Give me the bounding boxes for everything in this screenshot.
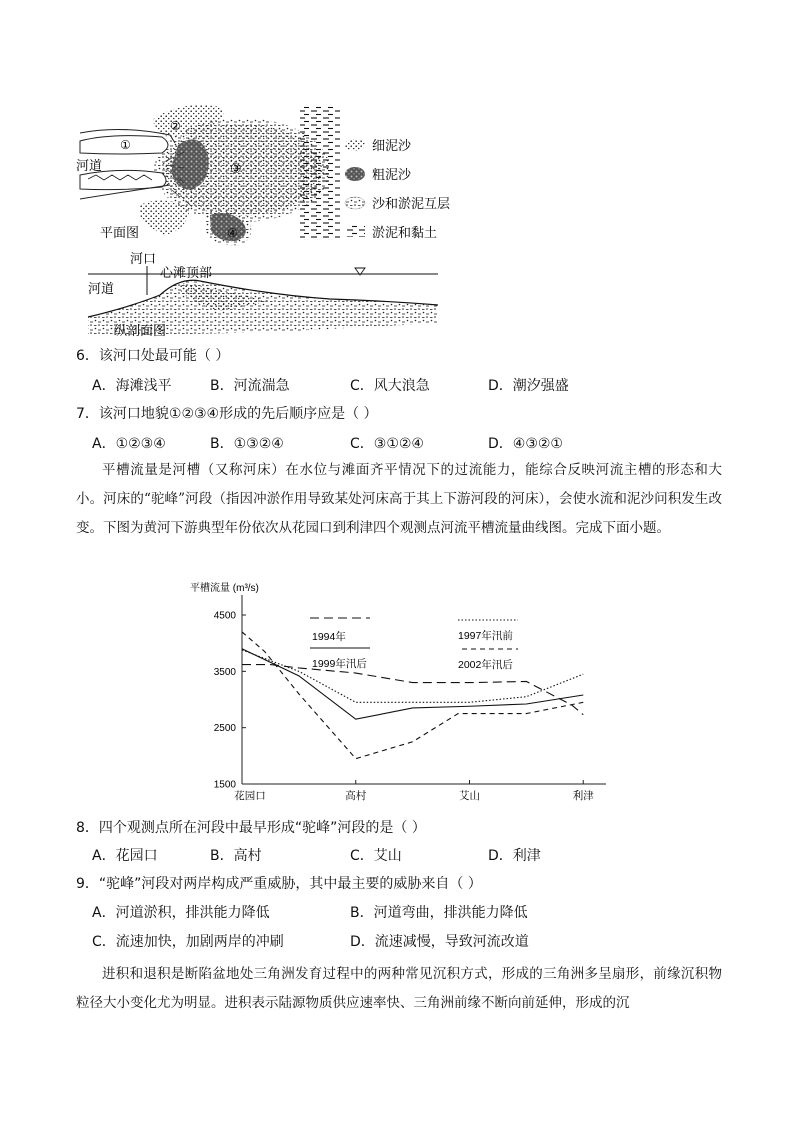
legend-fine-sand: 细泥沙 (372, 139, 412, 154)
legend-label-1: 1999年汛后 (312, 658, 367, 670)
flow-chart (180, 575, 620, 807)
q6-stem: 6．该河口处最可能（ ） (76, 348, 230, 364)
x-tick-label: 花园口 (234, 790, 266, 802)
river-label-2: 河道 (88, 282, 115, 297)
section-label: 纵剖面图 (114, 324, 167, 339)
x-tick-label: 艾山 (459, 790, 480, 802)
q8-option-a[interactable]: A．花园口 (92, 848, 158, 864)
label-2: ② (170, 119, 181, 133)
series-line-2 (242, 650, 583, 702)
q8-stem: 8．四个观测点所在河段中最早形成“驼峰”河段的是（ ） (76, 820, 426, 836)
passage-2: 进积和退积是断陷盆地处三角洲发育过程中的两种常见沉积方式，形成的三角洲多呈扇形，前缘沉积物粒径大小变化尤为明显。进积表示陆源物质供应速率快、三角洲前缘不断向前延伸，形成的沉 (76, 966, 722, 1011)
passage-1: 平槽流量是河槽（又称河床）在水位与滩面齐平情况下的过流能力，能综合反映河流主槽的形态和大小。河床的“驼峰”河段（指因冲淤作用导致某处河床高于其上下游河段的河床），会使水流和泥沙问积发生改变。下图为黄河下游典型年份依次从花园口到利津四个观测点河流平槽流量曲线图。完成下面小题。 (76, 462, 722, 536)
q9-stem: 9．“驼峰”河段对两岸构成严重威胁，其中最主要的威胁来自（ ） (76, 876, 482, 892)
q7-stem: 7．该河口地貌①②③④形成的先后顺序应是（ ） (76, 406, 378, 422)
river-mouth-diagram (70, 95, 480, 340)
label-4: ④ (227, 226, 238, 240)
series-line-1 (242, 649, 583, 719)
series-line-0 (242, 665, 583, 715)
q9-option-d[interactable]: D．流速减慢，导致河流改道 (350, 934, 529, 950)
legend-coarse-sand: 粗泥沙 (372, 168, 412, 183)
series-line-3 (242, 632, 583, 759)
legend-label-2: 1997年汛前 (458, 630, 513, 642)
label-3: ③ (230, 162, 242, 177)
y-tick-label: 3500 (213, 666, 236, 678)
q8-option-c[interactable]: C．艾山 (350, 848, 402, 864)
q9-option-a[interactable]: A．河道淤积，排洪能力降低 (92, 905, 270, 921)
q9-option-b[interactable]: B．河道弯曲，排洪能力降低 (350, 905, 528, 921)
legend-mud: 淤泥和黏土 (372, 226, 438, 241)
legend-label-0: 1994年 (312, 631, 346, 643)
mouth-label: 河口 (130, 252, 157, 267)
legend-label-3: 2002年汛后 (458, 659, 513, 671)
y-tick-label: 1500 (213, 779, 236, 791)
q7-option-a[interactable]: A．①②③④ (92, 436, 166, 452)
q7-option-c[interactable]: C．③①②④ (350, 436, 424, 452)
q7-option-b[interactable]: B．①③②④ (210, 436, 284, 452)
x-tick-label: 高村 (345, 790, 367, 802)
q6-option-d[interactable]: D．潮汐强盛 (488, 378, 569, 394)
q6-option-a[interactable]: A．海滩浅平 (92, 378, 172, 394)
q6-option-b[interactable]: B．河流湍急 (210, 378, 290, 394)
legend (345, 139, 365, 237)
plan-label: 平面图 (100, 226, 140, 241)
legend-mixed: 沙和淤泥互层 (372, 197, 451, 212)
q6-option-c[interactable]: C．风大浪急 (350, 378, 430, 394)
x-tick-label: 利津 (572, 790, 594, 802)
shoal-top-label: 心滩顶部 (160, 266, 213, 281)
q8-option-b[interactable]: B．高村 (210, 848, 262, 864)
label-1: ① (120, 138, 131, 152)
q8-option-d[interactable]: D．利津 (488, 848, 541, 864)
q9-option-c[interactable]: C．流速加快，加剧两岸的冲刷 (92, 934, 284, 950)
y-tick-label: 4500 (213, 610, 236, 622)
y-tick-label: 2500 (213, 723, 236, 735)
q7-option-d[interactable]: D．④③②① (488, 436, 563, 452)
chart-ylabel: 平槽流量 (m³/s) (190, 583, 259, 594)
river-label: 河道 (76, 159, 103, 174)
